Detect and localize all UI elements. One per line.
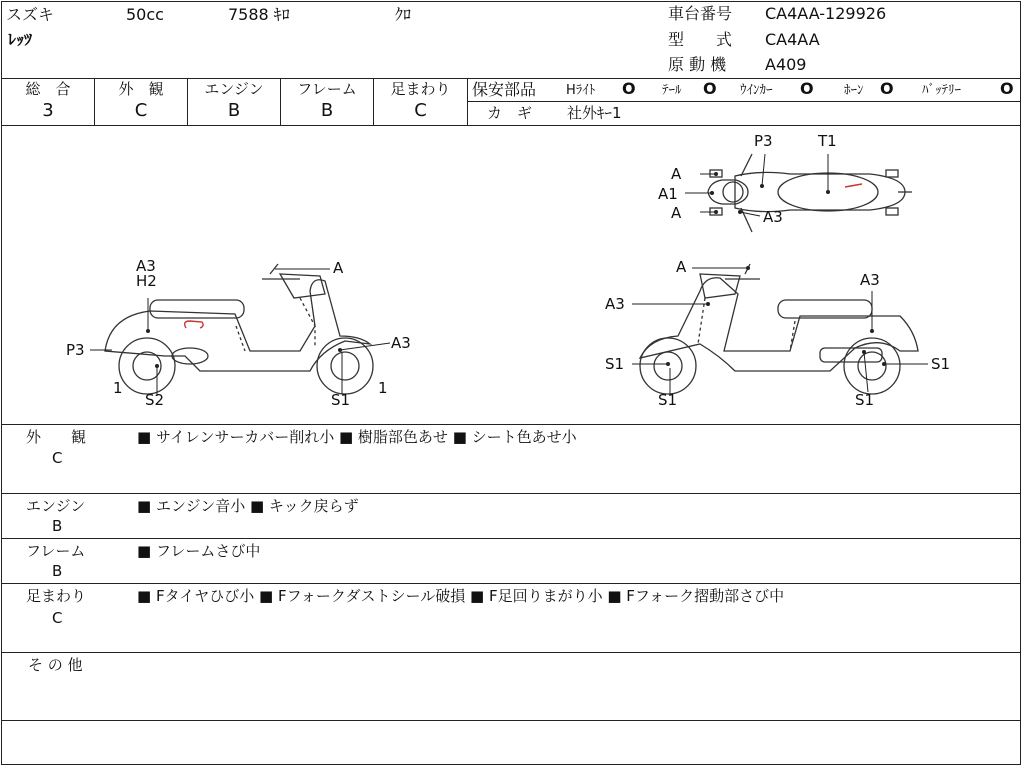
safety-item-battery: ﾊﾞｯﾃﾘｰ [922, 83, 961, 98]
grade-value-overall: 3 [42, 100, 54, 121]
diagram-label: S2 [145, 391, 165, 409]
safety-mark-winker: O [800, 79, 814, 98]
diagram-label: S1 [331, 391, 351, 409]
diagram-label: S1 [855, 391, 875, 409]
diagram-label: H2 [136, 272, 157, 290]
safety-item-tail: ﾃｰﾙ [662, 83, 682, 98]
diagram-label: 1 [378, 379, 388, 397]
safety-item-headlight: Hﾗｲﾄ [566, 83, 596, 98]
maker: スズキ [6, 5, 55, 24]
diagram-label: 1 [113, 379, 123, 397]
section-label-frame: フレーム [26, 542, 86, 560]
diagram-label: S1 [605, 355, 625, 373]
displacement: 50cc [126, 5, 164, 24]
grade-label-engine: エンジン [204, 80, 264, 98]
safety-item-horn: ﾎｰﾝ [844, 83, 864, 98]
grade-value-exterior: C [134, 100, 148, 121]
damage-diagram [0, 126, 1022, 424]
section-label-exterior: 外 観 [26, 428, 87, 446]
safety-mark-tail: O [703, 79, 717, 98]
diagram-label: A1 [658, 185, 678, 203]
diagram-label: A3 [136, 257, 156, 275]
section-grade-suspension: C [52, 609, 63, 627]
diagram-label: A [333, 259, 344, 277]
key-label: カ ギ [487, 104, 533, 122]
safety-title: 保安部品 [472, 80, 537, 99]
diagram-label: A [676, 258, 687, 276]
key-value: 社外ｷｰ1 [567, 104, 622, 122]
section-label-suspension: 足まわり [26, 587, 87, 605]
diagram-label: A3 [860, 271, 880, 289]
section-label-other: そ の 他 [28, 656, 83, 674]
section-label-engine: エンジン [26, 497, 86, 515]
type-value: CA4AA [765, 30, 820, 49]
grade-value-frame: B [320, 100, 334, 121]
section-grade-frame: B [52, 562, 63, 580]
diagram-label: P3 [66, 341, 85, 359]
frame-no: CA4AA-129926 [765, 4, 887, 23]
grade-label-overall: 総 合 [25, 80, 71, 98]
section-notes-frame: ■ フレームさび中 [137, 542, 261, 560]
diagram-label: A [671, 165, 682, 183]
diagram-label: S1 [931, 355, 951, 373]
safety-mark-battery: O [1000, 79, 1014, 98]
mileage: 7588 ｷﾛ [228, 5, 290, 24]
engine-label: 原 動 機 [668, 55, 727, 74]
safety-mark-horn: O [880, 79, 894, 98]
grade-label-suspension: 足まわり [390, 80, 451, 98]
diagram-label: S1 [658, 391, 678, 409]
grade-value-engine: B [227, 100, 241, 121]
scooter-top-view [708, 154, 912, 232]
diagram-label: A3 [391, 334, 411, 352]
safety-item-winker: ｳｲﾝｶｰ [740, 83, 773, 98]
grade-label-exterior: 外 観 [118, 80, 164, 98]
section-notes-engine: ■ エンジン音小 ■ キック戻らず [137, 497, 359, 515]
diagram-label: A3 [763, 208, 783, 226]
diagram-label: A [671, 204, 682, 222]
frame-no-label: 車台番号 [668, 4, 733, 23]
grade-label-frame: フレーム [297, 80, 357, 98]
damage-mark-red [845, 184, 862, 187]
diagram-label: A3 [605, 295, 625, 313]
grade-value-suspension: C [414, 100, 427, 121]
section-notes-suspension: ■ Fタイヤひび小 ■ Fフォークダストシール破損 ■ F足回りまがり小 ■ Fフォーク摺動部さび中 [137, 587, 785, 605]
diagram-label: P3 [754, 132, 773, 150]
section-notes-exterior: ■ サイレンサーカバー削れ小 ■ 樹脂部色あせ ■ シート色あせ小 [137, 428, 577, 446]
section-grade-exterior: C [52, 449, 63, 467]
engine-value: A409 [765, 55, 807, 74]
color: ｸﾛ [395, 5, 412, 24]
diagram-label: T1 [818, 132, 837, 150]
type-label: 型 式 [668, 30, 733, 49]
model-name: ﾚｯﾂ [8, 30, 33, 49]
section-grade-engine: B [52, 517, 63, 535]
safety-mark-headlight: O [622, 79, 636, 98]
damage-mark-red [185, 321, 203, 328]
